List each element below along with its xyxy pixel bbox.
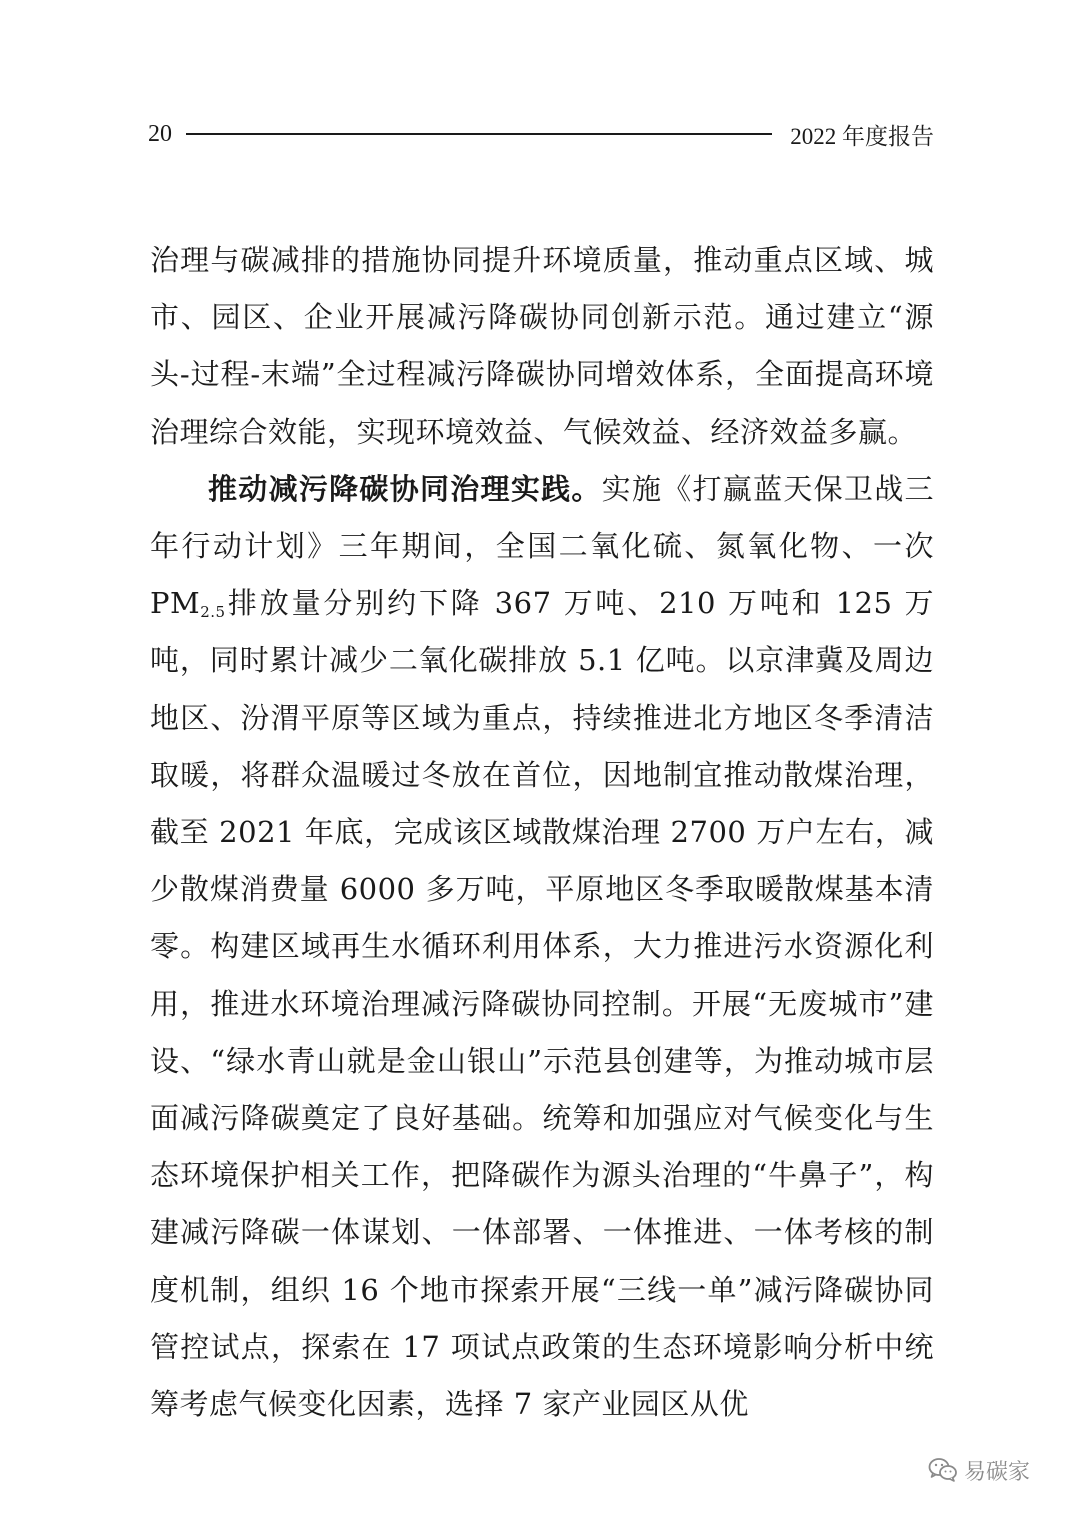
paragraph-1: 治理与碳减排的措施协同提升环境质量，推动重点区域、城市、园区、企业开展减污降碳协同创新示范。通过建立“源头-过程-末端”全过程减污降碳协同增效体系，全面提高环境治理综合效能，实现环境效益、气候效益、经济效益多赢。 [150, 243, 934, 449]
pm-subscript: 2.5 [200, 603, 226, 622]
report-title: 2022 年度报告 [790, 123, 934, 149]
paragraph-2-text-b: 排放量分别约下降 367 万吨、210 万吨和 125 万吨，同时累计减少二氧化碳排放 5.1 亿吨。以京津冀及周边地区、汾渭平原等区域为重点，持续推进北方地区冬季清洁取暖，将群众温暖过冬放在首位，因地制宜推动散煤治理，截至 2021 年底，完成该区域散煤治理 2700 万户左右，减少散煤消费量 6000 多万吨，平原地区冬季取暖散煤基本清零。构建区域再生水循环利用体系，大力推进污水资源化利用，推进水环境治理减污降碳协同控制。开展“无废城市”建设、“绿水青山就是金山银山”示范县创建等，为推动城市层面减污降碳奠定了良好基础。统筹和加强应对气候变化与生态环境保护相关工作，把降碳作为源头治理的“牛鼻子”，构建减污降碳一体谋划、一体部署、一体推进、一体考核的制度机制，组织 16 个地市探索开展“三线一单”减污降碳协同管控试点，探索在 17 项试点政策的生态环境影响分析中统筹考虑气候变化因素，选择 7 家产业园区从优 [150, 586, 934, 1422]
body-text [150, 232, 934, 1433]
paragraph-2 [150, 461, 934, 1433]
page-header [148, 114, 934, 154]
wechat-icon [928, 1457, 958, 1483]
watermark-label: 易碳家 [964, 1459, 1031, 1485]
watermark [928, 1450, 1030, 1490]
page-number: 20 [148, 120, 172, 147]
header-rule [186, 133, 772, 135]
paragraph-2-lead: 推动减污降碳协同治理实践。 [208, 471, 602, 506]
paragraph-2-text-a: 实施《打赢蓝天保卫战三年行动计划》三年期间，全国二氧化硫、氮氧化物、一次 PM [150, 471, 934, 621]
